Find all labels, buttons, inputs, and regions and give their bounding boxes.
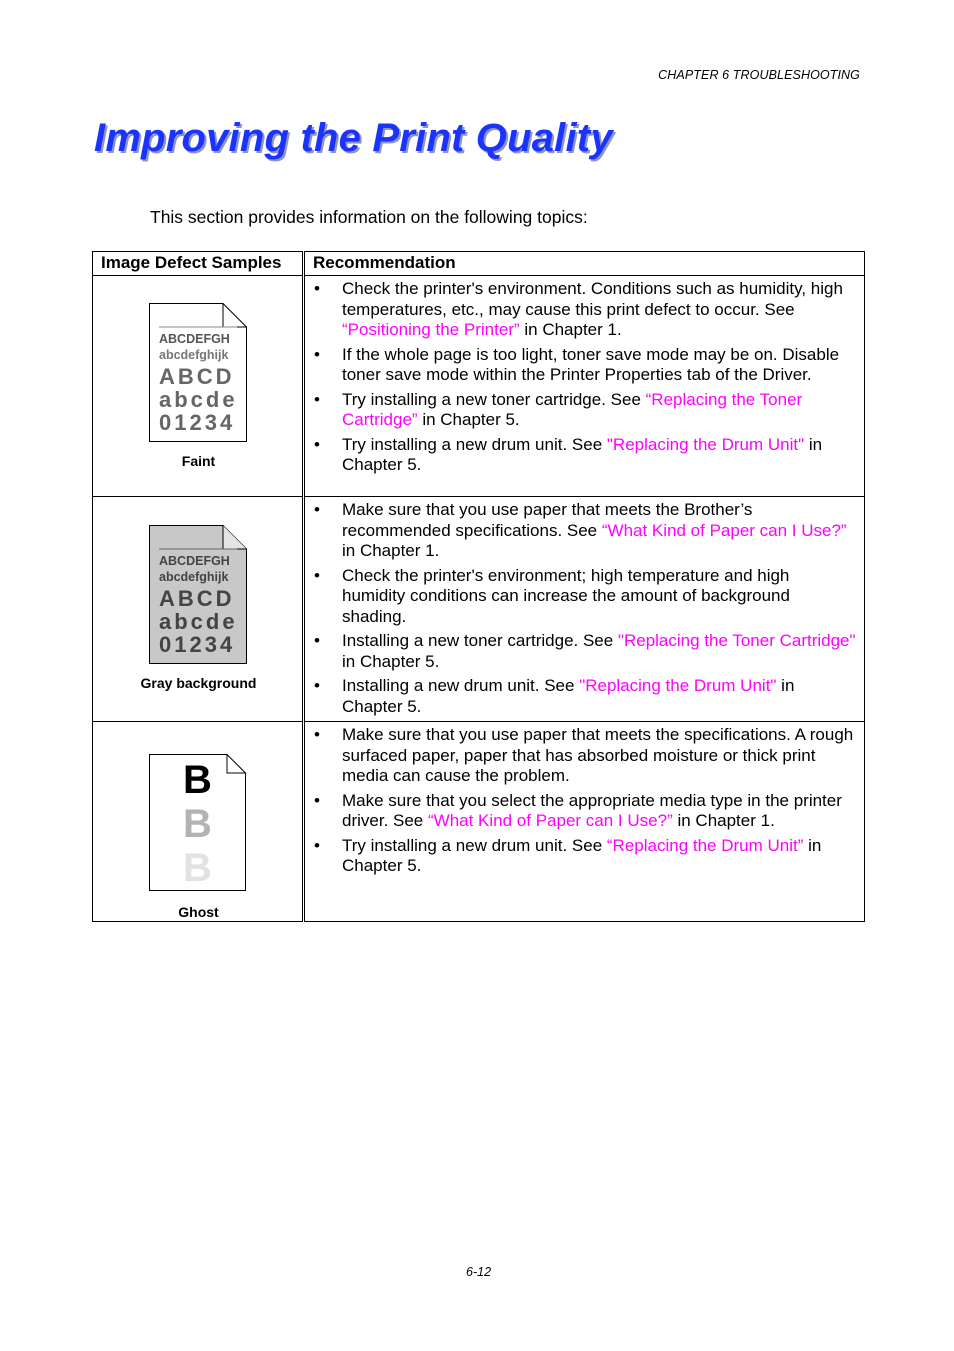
sample-caption: Gray background	[140, 675, 257, 691]
cross-reference-link[interactable]: “Positioning the Printer”	[342, 320, 520, 339]
cross-reference-link[interactable]: “What Kind of Paper can I Use?”	[428, 811, 673, 830]
recommendation-item	[342, 676, 856, 717]
recommendation-text: in Chapter 5.	[342, 651, 440, 671]
page-number: 6-12	[466, 1265, 492, 1279]
recommendation-text: Make sure that you select the appropriate media type in the printer driver. See	[342, 790, 842, 830]
recommendation-item	[342, 631, 856, 672]
recommendation-text: Installing a new drum unit. See	[342, 676, 580, 695]
cross-reference-link[interactable]: “Replacing the Drum Unit”	[606, 835, 804, 855]
recommendation-cell	[304, 497, 865, 722]
sample-cell-faint	[93, 276, 304, 497]
recommendation-text: Make sure that you use paper that meets the Brother’s recommended specifications. See	[342, 500, 753, 540]
sample-line-uppercase: ABCDEFGH	[159, 332, 230, 346]
ghost-letter-dark: B	[183, 758, 212, 802]
recommendation-text: in Chapter 5.	[342, 835, 822, 875]
sample-line-lowercase: abcdefghijk	[159, 348, 229, 362]
recommendation-list	[305, 497, 864, 717]
sample-caption: Faint	[181, 453, 216, 469]
recommendation-cell	[304, 276, 865, 497]
recommendation-item	[342, 435, 856, 476]
sample-cell-gray-background	[93, 497, 304, 722]
recommendation-text: in Chapter 5.	[342, 676, 795, 716]
recommendation-item	[342, 279, 856, 341]
recommendation-list	[305, 276, 864, 476]
table-row	[93, 722, 865, 922]
recommendation-item	[342, 836, 856, 877]
ghost-letter-medium: B	[183, 802, 212, 846]
recommendation-text: in Chapter 1.	[519, 320, 622, 339]
ghost-sample-image	[149, 754, 246, 891]
recommendation-item	[342, 390, 856, 431]
intro-text: This section provides information on the following topics:	[150, 207, 588, 227]
sample-line-large-lower: abcde	[159, 609, 238, 634]
sample-line-digits: 01234	[159, 410, 236, 435]
recommendation-text: Check the printer's environment; high temperature and high humidity conditions can increase the amount of background shading.	[342, 565, 790, 626]
cross-reference-link[interactable]: "Replacing the Drum Unit"	[606, 434, 805, 454]
sample-line-digits: 01234	[159, 632, 236, 657]
recommendation-item	[342, 500, 856, 562]
sample-line-uppercase: ABCDEFGH	[159, 554, 230, 568]
sample-line-lowercase: abcdefghijk	[159, 570, 229, 584]
recommendation-item	[342, 345, 856, 386]
sample-cell-ghost	[93, 722, 304, 922]
sample-line-large-caps: ABCD	[159, 586, 235, 611]
recommendation-text: in Chapter 5.	[342, 434, 823, 474]
table-row	[93, 497, 865, 722]
recommendation-text: in Chapter 5.	[417, 410, 520, 429]
recommendation-item	[342, 791, 856, 832]
defect-table	[92, 251, 865, 922]
recommendation-item	[342, 725, 856, 787]
faint-sample-image	[149, 303, 247, 442]
recommendation-text: Try installing a new toner cartridge. See	[342, 389, 646, 409]
cross-reference-link[interactable]: "Replacing the Drum Unit"	[579, 676, 777, 695]
sample-caption: Ghost	[178, 904, 219, 920]
recommendation-text: Check the printer's environment. Conditions such as humidity, high temperatures, etc., may cause this print defect to occur. See	[342, 279, 843, 319]
sample-line-large-caps: ABCD	[159, 364, 235, 389]
gray-background-sample-image	[149, 525, 247, 664]
running-head: CHAPTER 6 TROUBLESHOOTING	[658, 68, 860, 82]
cross-reference-link[interactable]: "Replacing the Toner Cartridge"	[617, 631, 856, 650]
recommendation-cell	[304, 722, 865, 922]
recommendation-text: Installing a new toner cartridge. See	[342, 631, 618, 650]
column-header-recommendation: Recommendation	[304, 252, 865, 276]
recommendation-text: in Chapter 1.	[342, 541, 440, 560]
table-row	[93, 276, 865, 497]
recommendation-list	[305, 722, 864, 877]
page-title: Improving the Print Quality	[94, 116, 613, 160]
recommendation-text: in Chapter 1.	[672, 811, 775, 830]
cross-reference-link[interactable]: “What Kind of Paper can I Use?”	[601, 520, 847, 540]
sample-line-large-lower: abcde	[159, 387, 238, 412]
cross-reference-link[interactable]: “Replacing the Toner Cartridge”	[342, 389, 803, 429]
table-header-row	[93, 252, 865, 276]
recommendation-item	[342, 566, 856, 628]
recommendation-text: Make sure that you use paper that meets the specifications. A rough surfaced paper, paper that has absorbed moisture or thick print media can cause the problem.	[342, 725, 854, 785]
recommendation-text: If the whole page is too light, toner save mode may be on. Disable toner save mode within the Printer Properties tab of the Driver.	[342, 344, 840, 384]
recommendation-text: Try installing a new drum unit. See	[342, 434, 607, 454]
recommendation-text: Try installing a new drum unit. See	[342, 835, 607, 855]
column-header-samples: Image Defect Samples	[93, 252, 304, 276]
ghost-letter-light: B	[183, 846, 212, 890]
